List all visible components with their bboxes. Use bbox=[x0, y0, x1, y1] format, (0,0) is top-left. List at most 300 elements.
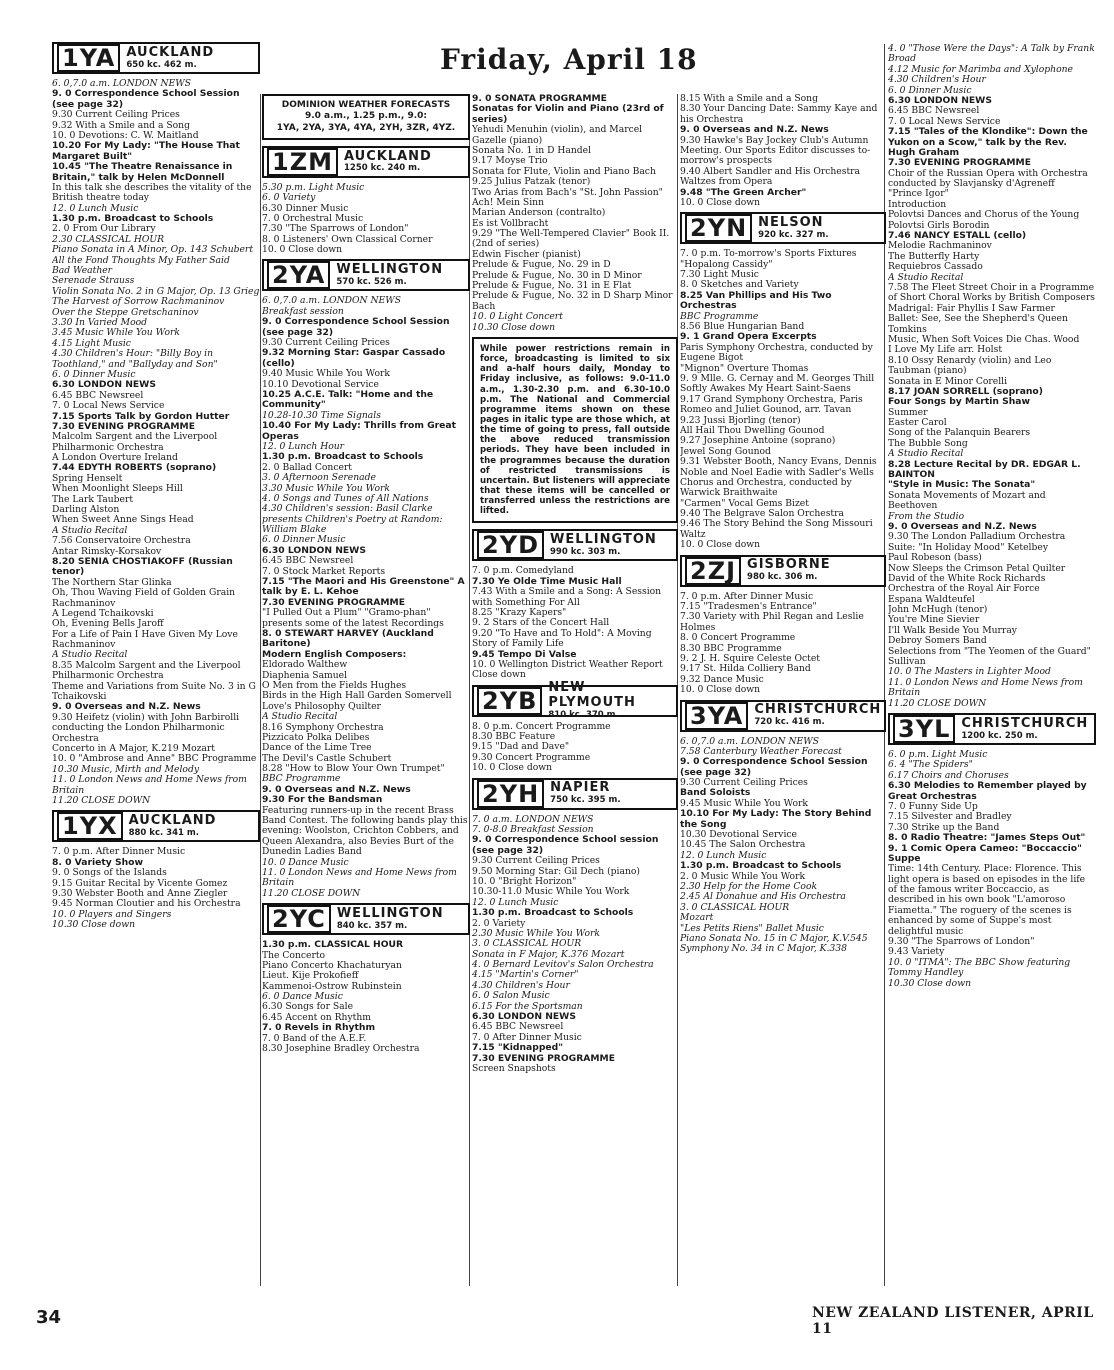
station-frequency: 720 kc. 416 m. bbox=[754, 717, 825, 728]
programme-entry: Oh, Evening Bells Jaroff bbox=[52, 619, 164, 630]
programme-entry: 6. 0 Salon Music bbox=[472, 991, 550, 1002]
programme-entry: 8.30 Josephine Bradley Orchestra bbox=[262, 1044, 420, 1055]
programme-entry: 10. 0 Light Concert bbox=[472, 312, 563, 323]
programme-entry: 2. 0 Ballad Concert bbox=[262, 462, 352, 473]
programme-entry: Over the Steppe Gretschaninov bbox=[52, 307, 199, 318]
station-name: CHRISTCHURCH bbox=[961, 715, 1089, 731]
programme-entry: Prelude & Fugue, No. 30 in D Minor bbox=[472, 270, 642, 281]
programme-entry: 10. 0 Close down bbox=[262, 245, 343, 256]
station-logo: 2YN bbox=[685, 214, 752, 242]
station-header-1yx bbox=[52, 810, 260, 842]
programme-entry: 9.30 For the Bandsman bbox=[262, 795, 383, 806]
programme-entry: Selections from "The Yeomen of the Guard" Sullivan bbox=[888, 646, 1091, 668]
programme-entry: Sonata No. 1 in D Handel bbox=[472, 145, 592, 156]
station-frequency: 570 kc. 526 m. bbox=[336, 277, 407, 288]
programme-entry: Time: 14th Century. Place: Florence. This light opera is based on episodes in the life of the famous writer Boccaccio, as described in his own book "L'amoroso Fiametta." The roguery of the scenes is enhanced by some of Suppe's most delightful music bbox=[888, 864, 1086, 937]
programme-entry: 6.45 BBC Newsreel bbox=[262, 556, 354, 567]
station-frequency: 810 kc. 370 m. bbox=[548, 709, 619, 720]
programme-entry: 8.35 Malcolm Sargent and the Liverpool Philharmonic Orchestra bbox=[52, 660, 241, 682]
programme-entry: A Studio Recital bbox=[52, 525, 128, 536]
station-name: CHRISTCHURCH bbox=[754, 702, 882, 718]
programme-entry: 6.30 LONDON NEWS bbox=[472, 1012, 576, 1023]
station-header-3yl bbox=[888, 713, 1096, 745]
station-name: NELSON bbox=[758, 215, 824, 231]
programme-entry: 8.28 Lecture Recital by DR. EDGAR L. BAINTON bbox=[888, 459, 1081, 481]
column-5 bbox=[888, 44, 1096, 989]
programme-entry: 9.17 Grand Symphony Orchestra, Paris bbox=[680, 394, 863, 405]
programme-entry: 9.17 St. Hilda Colliery Band bbox=[680, 664, 811, 675]
programme-entry: 9. 0 Correspondence School Session (see page 32) bbox=[680, 757, 868, 778]
programme-entry: The Concerto bbox=[262, 950, 326, 961]
programme-entry: 7. 0 Orchestral Music bbox=[262, 213, 364, 224]
programme-entry: 9.31 Webster Booth, Nancy Evans, Dennis Noble and Noel Eadie with Sadler's Wells Chorus and Orchestra, conducted by Warwick Braithwaite bbox=[680, 457, 877, 499]
station-logo: 2YH bbox=[477, 780, 544, 808]
programme-entry: 7. 0 p.m. After Dinner Music bbox=[680, 591, 814, 602]
programme-entry: 10.30 Music, Mirth and Melody bbox=[52, 764, 200, 775]
programme-entry: 4.15 Light Music bbox=[52, 338, 131, 349]
station-logo: 3YL bbox=[893, 715, 955, 743]
programme-entry: 10.30 Close down bbox=[888, 978, 971, 989]
programme-entry: 10.10 Devotional Service bbox=[262, 379, 379, 390]
programme-entry: 9. 1 Comic Opera Cameo: "Boccaccio" Suppe bbox=[888, 843, 1082, 864]
programme-entry: 6.30 Melodies to Remember played by Great Orchestras bbox=[888, 781, 1087, 802]
programme-entry: Featuring runners-up in the recent Brass Band Contest. The following bands play this evening: Woolston, Crichton Cobbers, and Queen Alexandra, also Bevies Burt of the Dunedin Ladies Band bbox=[262, 805, 468, 858]
programme-entry: 9.15 Guitar Recital by Vicente Gomez bbox=[52, 878, 228, 889]
programme-entry: 12. 0 Lunch Music bbox=[52, 203, 139, 214]
programme-entry: Easter Carol bbox=[888, 418, 947, 429]
programme-entry: BBC Programme bbox=[680, 311, 759, 322]
programme-entry: Spring Henselt bbox=[52, 473, 123, 484]
programme-entry: Concerto in A Major, K.219 Mozart bbox=[52, 744, 215, 754]
page-title: Friday, April 18 bbox=[440, 43, 698, 76]
programme-entry: 9.43 Variety bbox=[888, 947, 945, 958]
programme-entry: Serenade Strauss bbox=[52, 276, 135, 287]
programme-entry: A Studio Recital bbox=[888, 449, 964, 460]
programme-entry: Band Soloists bbox=[680, 788, 751, 799]
programme-entry: 6. 0,7.0 a.m. LONDON NEWS bbox=[52, 79, 191, 89]
programme-entry: 9.30 Heifetz (violin) with John Barbirolli conducting the London Philharmonic Orchestra bbox=[52, 712, 240, 744]
programme-entry: 10.10 For My Lady: The Story Behind the Song bbox=[680, 809, 872, 830]
programme-entry: Polovtsi Dances and Chorus of the Young Polovtsi Girls Borodin bbox=[888, 210, 1080, 231]
programme-entry: 9.48 "The Green Archer" bbox=[680, 187, 807, 198]
programme-entry: 4.30 Children's Hour bbox=[472, 980, 570, 991]
programme-entry: Pizzicato Polka Delibes bbox=[262, 732, 370, 743]
programme-entry: "Style in Music: The Sonata" bbox=[888, 480, 1036, 491]
programme-entry: 9. 0 SONATA PROGRAMME bbox=[472, 94, 607, 104]
station-frequency: 840 kc. 357 m. bbox=[336, 920, 408, 931]
programme-entry: 7.30 Ye Olde Time Music Hall bbox=[472, 576, 622, 587]
programme-entry: 9.45 Tempo Di Valse bbox=[472, 649, 577, 660]
programme-entry: 6. 0 Dance Music bbox=[262, 992, 343, 1003]
weather-times: 9.0 a.m., 1.25 p.m., 9.0: bbox=[304, 111, 427, 122]
programme-entry: 10.45 The Salon Orchestra bbox=[680, 840, 806, 851]
station-name: NEW PLYMOUTH bbox=[548, 680, 636, 710]
programme-entry: 10.45 "The Theatre Renaissance in Britain," talk by Helen McDonnell bbox=[52, 162, 233, 183]
station-logo: 1YA bbox=[57, 44, 120, 72]
programme-entry: 9.40 Music While You Work bbox=[262, 369, 390, 380]
programme-entry: 9. 0 Overseas and N.Z. News bbox=[262, 784, 411, 795]
programme-entry: 7.15 "Tales of the Klondike": Down the Yukon on a Scow," talk by the Rev. Hugh Graham bbox=[888, 127, 1088, 158]
programme-list-1yx bbox=[52, 847, 260, 930]
programme-entry: 7. 0 After Dinner Music bbox=[472, 1032, 582, 1043]
station-header-3ya bbox=[680, 700, 886, 732]
programme-entry: Close down bbox=[472, 670, 526, 681]
programme-list-2ya bbox=[262, 296, 470, 899]
programme-entry: 10.30-11.0 Music While You Work bbox=[472, 887, 630, 898]
programme-entry: 7. 0 Local News Service bbox=[52, 401, 165, 412]
programme-entry: 4.30 Children's session: Basil Clarke presents Children's Poetry at Random: William Blake bbox=[262, 504, 443, 536]
programme-entry: 12. 0 Lunch Hour bbox=[262, 441, 345, 452]
programme-entry: 6.30 LONDON NEWS bbox=[262, 545, 366, 556]
programme-entry: 9. 0 Overseas and N.Z. News bbox=[888, 521, 1037, 532]
programme-entry: 11. 0 London News and Home News from Britain bbox=[262, 867, 457, 889]
programme-entry: 6. 0,7.0 a.m. LONDON NEWS bbox=[262, 296, 401, 307]
programme-entry: Theme and Variations from Suite No. 3 in G Tchaikovski bbox=[52, 681, 256, 703]
programme-entry: Orchestra of the Royal Air Force bbox=[888, 584, 1040, 595]
programme-entry: Dance of the Lime Tree bbox=[262, 743, 372, 754]
programme-entry: David of the White Rock Richards bbox=[888, 573, 1046, 584]
programme-entry: Es ist Vollbracht bbox=[472, 218, 549, 229]
programme-entry: 9.50 Morning Star: Gil Dech (piano) bbox=[472, 866, 640, 877]
station-logo: 2YC bbox=[267, 905, 331, 933]
programme-entry: 6. 0 Variety bbox=[262, 193, 316, 204]
station-name: AUCKLAND bbox=[126, 44, 215, 60]
programme-entry: 9. 9 Mlle. G. Cernay and M. Georges Thill bbox=[680, 373, 875, 384]
programme-entry: When Moonlight Sleeps Hill bbox=[52, 484, 183, 495]
programme-entry: 9.30 Webster Booth and Anne Ziegler bbox=[52, 888, 228, 899]
programme-entry: 7. 0 a.m. LONDON NEWS bbox=[472, 814, 594, 825]
programme-entry: Marian Anderson (contralto) bbox=[472, 208, 606, 219]
programme-entry: "Carmen" Vocal Gems Bizet bbox=[680, 498, 809, 509]
programme-entry: 7.43 With a Smile and a Song: A Session with Something For All bbox=[472, 587, 662, 608]
programme-entry: Melodie Rachmaninov bbox=[888, 241, 992, 252]
programme-entry: "Mignon" Overture Thomas bbox=[680, 363, 809, 374]
programme-entry: 10. 0 "ITMA": The BBC Show featuring Tommy Handley bbox=[888, 957, 1071, 979]
programme-entry: 6. 0 p.m. Light Music bbox=[888, 750, 988, 760]
station-frequency: 980 kc. 306 m. bbox=[747, 572, 818, 583]
programme-entry: Breakfast session bbox=[262, 306, 344, 317]
programme-entry: 3.45 Music While You Work bbox=[52, 328, 180, 339]
programme-entry: Sonata in F Major, K.376 Mozart bbox=[472, 949, 625, 960]
programme-entry: Paris Symphony Orchestra, conducted by Eugene Bigot bbox=[680, 342, 873, 364]
programme-entry: 7. 0 Stock Market Reports bbox=[262, 566, 386, 577]
programme-entry: Romeo and Juliet Gounod, arr. Tavan bbox=[680, 405, 852, 416]
programme-entry: 8.30 Your Dancing Date: Sammy Kaye and his Orchestra bbox=[680, 104, 878, 125]
programme-entry: 4. 0 "Those Were the Days": A Talk by Frank Broad bbox=[888, 44, 1095, 65]
programme-entry: 9.30 Current Ceiling Prices bbox=[52, 110, 180, 121]
programme-list-3ya-continued bbox=[888, 44, 1096, 709]
station-header-2zj bbox=[680, 555, 886, 587]
programme-entry: Yehudi Menuhin (violin), and Marcel Gazelle (piano) bbox=[472, 125, 643, 146]
programme-entry: 11.20 CLOSE DOWN bbox=[52, 795, 151, 806]
programme-list-2yd bbox=[472, 566, 678, 680]
programme-entry: The Devil's Castle Schubert bbox=[262, 753, 392, 764]
programme-entry: You're Mine Sievier bbox=[888, 615, 980, 626]
programme-entry: 8. 0 Sketches and Variety bbox=[680, 280, 799, 291]
programme-entry: The Harvest of Sorrow Rachmaninov bbox=[52, 297, 225, 308]
programme-entry: Softly Awakes My Heart Saint-Saens bbox=[680, 384, 851, 395]
programme-entry: 4.30 Children's Hour: "Billy Boy in Toothland," and "Ballyday and Son" bbox=[52, 349, 218, 370]
programme-entry: 6.30 LONDON NEWS bbox=[888, 95, 992, 106]
programme-entry: Music, When Soft Voices Die Chas. Wood bbox=[888, 334, 1080, 345]
programme-entry: 9.40 The Belgrave Salon Orchestra bbox=[680, 509, 844, 520]
programme-entry: 6.15 For the Sportsman bbox=[472, 1001, 583, 1012]
programme-entry: John McHugh (tenor) bbox=[888, 605, 988, 616]
programme-entry: Eldorado Walthew bbox=[262, 660, 348, 671]
programme-entry: Screen Snapshots bbox=[472, 1064, 556, 1074]
weather-title: DOMINION WEATHER FORECASTS bbox=[281, 100, 451, 110]
programme-entry: 7.15 "Tradesmen's Entrance" bbox=[680, 602, 817, 613]
programme-entry: Ach! Mein Sinn bbox=[472, 197, 544, 208]
station-header-2yb bbox=[472, 680, 678, 720]
programme-entry: 10.30 Close down bbox=[52, 920, 135, 931]
station-header-2yh bbox=[472, 778, 678, 810]
programme-entry: 9.30 Concert Programme bbox=[472, 752, 591, 763]
programme-entry: 7.30 EVENING PROGRAMME bbox=[888, 158, 1031, 169]
station-frequency: 650 kc. 462 m. bbox=[126, 59, 197, 70]
weather-stations: 1YA, 2YA, 3YA, 4YA, 2YH, 3ZR, 4YZ. bbox=[276, 122, 456, 133]
station-name: WELLINGTON bbox=[550, 532, 657, 548]
programme-entry: 10. 0 "Bright Horizon" bbox=[472, 876, 577, 887]
programme-entry: 6. 0 Dinner Music bbox=[52, 369, 136, 380]
programme-entry: 8. 0 Variety Show bbox=[52, 857, 143, 868]
programme-entry: Piano Sonata No. 15 in C Major, K.V.545 bbox=[680, 933, 868, 944]
programme-entry: 6. 0 Dinner Music bbox=[888, 85, 972, 96]
programme-entry: 8.30 BBC Feature bbox=[472, 732, 556, 743]
programme-entry: Sonata Movements of Mozart and Beethoven bbox=[888, 490, 1046, 512]
programme-entry: A London Overture Ireland bbox=[52, 453, 178, 464]
programme-entry: 9. 0 Correspondence School Session (see page 32) bbox=[262, 317, 450, 338]
programme-entry: 8.30 BBC Programme bbox=[680, 643, 782, 654]
programme-entry: 9.25 Julius Patzak (tenor) bbox=[472, 177, 591, 188]
programme-entry: 4.30 Children's Hour bbox=[888, 75, 986, 86]
programme-entry: 7.44 EDYTH ROBERTS (soprano) bbox=[52, 463, 217, 474]
programme-entry: 9.30 Current Ceiling Prices bbox=[472, 856, 600, 867]
programme-entry: Debroy Somers Band bbox=[888, 636, 987, 647]
station-logo: 2YB bbox=[477, 687, 542, 715]
column-1 bbox=[52, 38, 260, 930]
station-frequency: 990 kc. 303 m. bbox=[550, 546, 621, 557]
programme-entry: Bad Weather bbox=[52, 266, 113, 277]
programme-entry: 10.30 Devotional Service bbox=[680, 830, 797, 841]
programme-entry: 10.25 A.C.E. Talk: "Home and the Community" bbox=[262, 390, 434, 411]
programme-entry: All the Fond Thoughts My Father Said bbox=[52, 255, 230, 266]
programme-entry: 10.40 For My Lady: Thrills from Great Operas bbox=[262, 421, 456, 442]
programme-entry: 5.30 p.m. Light Music bbox=[262, 182, 365, 193]
programme-entry: 10.20 For My Lady: "The House That Margaret Built" bbox=[52, 141, 240, 162]
programme-entry: 8.28 "How to Blow Your Own Trumpet" bbox=[262, 764, 445, 775]
programme-entry: I Love My Life arr. Holst bbox=[888, 345, 1003, 356]
programme-entry: Choir of the Russian Opera with Orchestra conducted by Slavjansky d'Agreneff bbox=[888, 168, 1088, 190]
programme-entry: 7.58 Canterbury Weather Forecast bbox=[680, 746, 842, 757]
programme-entry: A Studio Recital bbox=[262, 712, 338, 723]
programme-entry: Lieut. Kije Prokofieff bbox=[262, 971, 359, 982]
programme-entry: 11.20 CLOSE DOWN bbox=[262, 888, 361, 899]
programme-list-1zm bbox=[262, 183, 470, 256]
programme-entry: 9.27 Josephine Antoine (soprano) bbox=[680, 436, 836, 447]
programme-entry: 8.25 Van Phillips and His Two Orchestras bbox=[680, 290, 832, 312]
programme-entry: 7. 0 Funny Side Up bbox=[888, 801, 978, 812]
programme-entry: A Studio Recital bbox=[52, 650, 128, 661]
programme-entry: 9.30 Current Ceiling Prices bbox=[262, 338, 390, 349]
programme-entry: Antar Rimsky-Korsakov bbox=[52, 546, 162, 557]
programme-entry: 7. 0 p.m. Comedyland bbox=[472, 566, 574, 577]
programme-entry: 10. 0 Close down bbox=[680, 197, 761, 208]
programme-entry: The Bubble Song bbox=[888, 438, 968, 449]
programme-entry: A Legend Tchaikovski bbox=[52, 608, 154, 619]
programme-entry: 6.30 Dinner Music bbox=[262, 203, 349, 214]
programme-entry: Espana Waldteufel bbox=[888, 594, 975, 605]
programme-entry: For a Life of Pain I Have Given My Love Rachmaninov bbox=[52, 629, 238, 651]
station-logo: 1YX bbox=[57, 812, 123, 840]
programme-entry: 1.30 p.m. Broadcast to Schools bbox=[262, 452, 424, 463]
programme-list-2yc-continued bbox=[472, 94, 678, 333]
programme-entry: 8. 0 Radio Theatre: "James Steps Out" bbox=[888, 833, 1086, 844]
programme-entry: 9.30 Hawke's Bay Jockey Club's Autumn Meeting. Our Sports Editor discusses to-morrow's prospects bbox=[680, 135, 871, 167]
programme-entry: 10. 0 The Masters in Lighter Mood bbox=[888, 667, 1051, 678]
programme-entry: 8. 0 Listeners' Own Classical Corner bbox=[262, 234, 433, 245]
programme-entry: The Northern Star Glinka bbox=[52, 577, 172, 588]
programme-entry: 3.30 Music While You Work bbox=[262, 483, 390, 494]
programme-entry: 9.29 "The Well-Tempered Clavier" Book II. (2nd of series) bbox=[472, 229, 670, 250]
programme-list-3ya bbox=[680, 737, 886, 955]
programme-entry: BBC Programme bbox=[262, 774, 341, 785]
programme-entry: 9.45 Norman Cloutier and his Orchestra bbox=[52, 899, 241, 910]
programme-entry: 2. 0 Variety bbox=[472, 918, 526, 929]
programme-entry: 10.28-10.30 Time Signals bbox=[262, 410, 381, 421]
programme-entry: 10.30 Close down bbox=[472, 322, 555, 333]
programme-entry: Love's Philosophy Quilter bbox=[262, 701, 381, 712]
programme-entry: 4. 0 Bernard Levitov's Salon Orchestra bbox=[472, 960, 654, 971]
programme-entry: 12. 0 Lunch Music bbox=[680, 850, 767, 861]
programme-entry: Violin Sonata No. 2 in G Major, Op. 13 Grieg bbox=[52, 286, 260, 297]
programme-entry: 9. 2 Stars of the Concert Hall bbox=[472, 618, 610, 629]
column-4 bbox=[680, 94, 886, 955]
programme-list-2zj bbox=[680, 592, 886, 696]
programme-entry: All Hail Thou Dwelling Gounod bbox=[680, 425, 825, 436]
programme-entry: 2. 0 Music While You Work bbox=[680, 871, 806, 882]
programme-entry: 7. 0-8.0 Breakfast Session bbox=[472, 825, 594, 836]
programme-entry: 9. 0 Correspondence School Session (see page 32) bbox=[52, 89, 240, 110]
programme-list-2yn bbox=[680, 249, 886, 550]
programme-entry: Piano Concerto Khachaturyan bbox=[262, 960, 402, 971]
programme-entry: 7. 0 Local News Service bbox=[888, 116, 1001, 127]
programme-entry: 4.15 "Martin's Corner" bbox=[472, 970, 579, 981]
programme-entry: Modern English Composers: bbox=[262, 649, 407, 660]
programme-entry: 10. 0 Close down bbox=[472, 763, 553, 774]
programme-entry: 6.45 Accent on Rhythm bbox=[262, 1012, 371, 1023]
programme-entry: Symphony No. 34 in C Major, K.338 bbox=[680, 944, 847, 955]
programme-entry: 1.30 p.m. Broadcast to Schools bbox=[680, 861, 842, 872]
programme-entry: 7.15 "Kidnapped" bbox=[472, 1043, 563, 1054]
station-frequency: 920 kc. 327 m. bbox=[758, 229, 829, 240]
programme-entry: Song of the Palanquin Bearers bbox=[888, 428, 1031, 439]
programme-entry: 6.30 LONDON NEWS bbox=[52, 380, 156, 391]
station-name: WELLINGTON bbox=[336, 906, 444, 921]
programme-entry: 7.46 NANCY ESTALL (cello) bbox=[888, 231, 1027, 242]
station-header-2yn bbox=[680, 212, 886, 244]
programme-entry: Introduction bbox=[888, 199, 947, 210]
programme-entry: 10. 0 Close down bbox=[680, 540, 761, 551]
programme-entry: 6.45 BBC Newsreel bbox=[52, 390, 144, 401]
programme-list-2yc bbox=[262, 940, 470, 1054]
programme-entry: 10. 0 Close down bbox=[680, 685, 761, 696]
programme-entry: A Studio Recital bbox=[888, 272, 964, 283]
programme-entry: 7.15 "The Maori and His Greenstone" A talk by E. L. Kehoe bbox=[262, 577, 465, 598]
programme-entry: 11. 0 London News and Home News from Britain bbox=[888, 677, 1083, 699]
station-logo: 2YA bbox=[267, 261, 330, 289]
station-logo: 3YA bbox=[685, 702, 748, 730]
programme-entry: Malcolm Sargent and the Liverpool Philharmonic Orchestra bbox=[52, 432, 218, 453]
programme-entry: 8.10 Ossy Renardy (violin) and Leo Taubman (piano) bbox=[888, 355, 1052, 377]
programme-entry: 9.32 Dance Music bbox=[680, 674, 764, 685]
station-frequency: 750 kc. 395 m. bbox=[550, 795, 621, 806]
programme-entry: 9.40 Albert Sandler and His Orchestra bbox=[680, 166, 861, 177]
programme-entry: Summer bbox=[888, 407, 928, 418]
programme-entry: 7. 0 Band of the A.E.F. bbox=[262, 1033, 367, 1044]
programme-entry: 8.15 With a Smile and a Song bbox=[680, 94, 818, 104]
programme-entry: 10. 0 Dance Music bbox=[262, 857, 349, 868]
programme-entry: Oh, Thou Waving Field of Golden Grain Rachmaninov bbox=[52, 588, 236, 609]
programme-entry: 6.45 BBC Newsreel bbox=[472, 1022, 564, 1033]
programme-entry: 7.30 EVENING PROGRAMME bbox=[262, 597, 405, 608]
programme-entry: 8. 0 p.m. Concert Programme bbox=[472, 721, 611, 732]
column-rule bbox=[260, 94, 261, 1286]
programme-entry: 9. 0 Overseas and N.Z. News bbox=[680, 125, 829, 136]
programme-entry: Prelude & Fugue, No. 31 in E Flat bbox=[472, 281, 632, 292]
programme-entry: Darling Alston bbox=[52, 505, 120, 516]
programme-entry: 7.56 Conservatoire Orchestra bbox=[52, 536, 191, 547]
programme-entry: 3. 0 CLASSICAL HOUR bbox=[472, 939, 582, 950]
programme-entry: "Hopalong Cassidy" bbox=[680, 259, 773, 270]
programme-entry: Ballet: See, See the Shepherd's Queen Tomkins bbox=[888, 314, 1068, 335]
station-name: AUCKLAND bbox=[343, 148, 432, 164]
programme-entry: 7.30 Variety with Phil Regan and Leslie Holmes bbox=[680, 612, 864, 633]
programme-entry: Prelude & Fugue, No. 32 in D Sharp Minor Bach bbox=[472, 291, 673, 312]
programme-entry: 9. 0 Correspondence School session (see page 32) bbox=[472, 835, 659, 856]
programme-entry: 6.30 Songs for Sale bbox=[262, 1002, 354, 1013]
programme-entry: 1.30 p.m. Broadcast to Schools bbox=[472, 908, 634, 919]
programme-entry: 6. 0,7.0 a.m. LONDON NEWS bbox=[680, 736, 819, 747]
programme-entry: 2.30 Help for the Home Cook bbox=[680, 882, 818, 892]
programme-entry: 10. 0 Players and Singers bbox=[52, 909, 172, 920]
programme-entry: 3.30 In Varied Mood bbox=[52, 317, 148, 328]
programme-entry: 7. 0 p.m. To-morrow's Sports Fixtures bbox=[680, 249, 857, 260]
programme-entry: 6. 4 "The Spiders" bbox=[888, 760, 973, 771]
programme-entry: Two Arias from Bach's "St. John Passion" bbox=[472, 187, 663, 198]
programme-entry: 1.30 p.m. CLASSICAL HOUR bbox=[262, 940, 404, 951]
programme-entry: 2.30 CLASSICAL HOUR bbox=[52, 234, 165, 245]
programme-entry: 9. 0 Overseas and N.Z. News bbox=[52, 702, 201, 713]
programme-entry: O Men from the Fields Hughes bbox=[262, 680, 407, 691]
programme-list-2yh bbox=[472, 815, 678, 1075]
station-header-1ya bbox=[52, 42, 260, 74]
programme-entry: 3. 0 CLASSICAL HOUR bbox=[680, 902, 790, 913]
programme-entry: Sonata for Flute, Violin and Piano Bach bbox=[472, 166, 656, 177]
station-header-2yd bbox=[472, 529, 678, 561]
programme-entry: 7. 0 p.m. After Dinner Music bbox=[52, 847, 186, 858]
programme-entry: 7.58 The Fleet Street Choir in a Programme of Short Choral Works by British Composers bbox=[888, 282, 1095, 304]
station-name: NAPIER bbox=[550, 780, 611, 796]
programme-entry: 4. 0 Songs and Tunes of All Nations bbox=[262, 493, 429, 504]
programme-entry: Mozart bbox=[680, 913, 714, 924]
programme-entry: 10. 0 "Ambrose and Anne" BBC Programme bbox=[52, 754, 257, 765]
programme-entry: Waltzes from Opera bbox=[680, 177, 773, 188]
programme-entry: 8.56 Blue Hungarian Band bbox=[680, 322, 805, 333]
programme-entry: 12. 0 Lunch Music bbox=[472, 897, 559, 908]
programme-entry: Jewel Song Gounod bbox=[680, 446, 771, 457]
programme-entry: 9.20 "To Have and To Hold": A Moving Story of Family Life bbox=[472, 628, 652, 650]
